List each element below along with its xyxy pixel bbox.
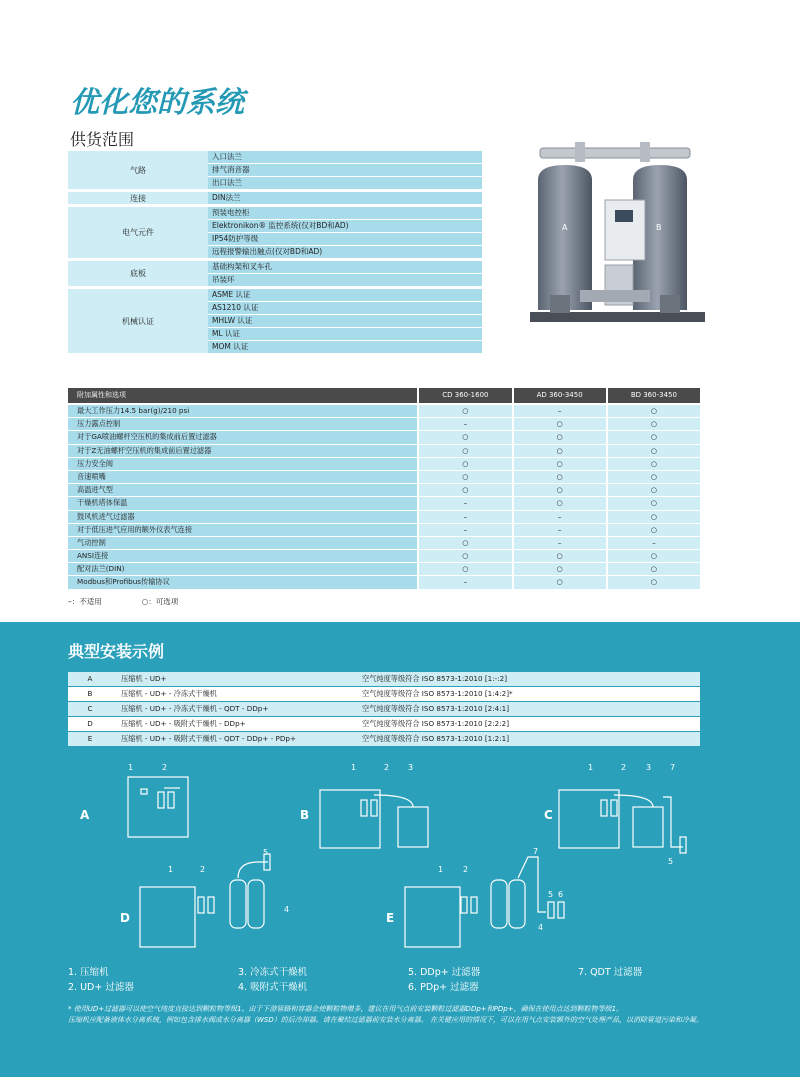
install-letter-cell: D (87, 719, 93, 728)
option-availability-cell: ○ (606, 524, 700, 536)
scope-item: ASME 认证 (208, 289, 482, 302)
option-name-cell: 对于Z无油螺杆空压机的集成前后置过滤器 (68, 445, 417, 457)
component-1: 1. 压缩机 (68, 967, 109, 978)
table-row (68, 702, 700, 717)
option-availability-cell: ○ (606, 458, 700, 470)
table-row (68, 431, 700, 444)
tank-b-label: B (656, 223, 662, 232)
table-row (68, 445, 700, 458)
diagram-c-num7: 7 (670, 763, 676, 772)
diagram-c-num3: 3 (646, 763, 652, 772)
table-row (68, 537, 700, 550)
scope-group (68, 192, 482, 207)
scope-group-label: 底板 (68, 261, 208, 286)
page-title: 优化您的系统 (70, 85, 245, 119)
option-availability-cell: ○ (606, 563, 700, 575)
diagram-a-label: A (80, 808, 90, 822)
table-row (68, 717, 700, 732)
table-row (68, 471, 700, 484)
option-availability-cell: ○ (417, 445, 511, 457)
option-availability-cell: ○ (417, 471, 511, 483)
scope-item: ML 认证 (208, 328, 482, 341)
scope-group (68, 151, 482, 192)
option-availability-cell: ○ (606, 405, 700, 417)
option-availability-cell: ○ (417, 431, 511, 443)
install-letter-cell: B (87, 689, 93, 698)
diagram-e-num2: 2 (463, 865, 469, 874)
install-letter-cell: A (87, 674, 93, 683)
scope-item: 远程报警输出触点(仅对BD和AD) (212, 247, 323, 256)
option-name-cell: 对于低压进气应用的额外仪表气连接 (68, 524, 417, 536)
option-name-cell: 干燥机塔体保温 (68, 497, 417, 509)
option-availability-cell: ○ (512, 563, 606, 575)
component-4: 4. 吸附式干燥机 (238, 982, 308, 993)
diagram-e-num6: 6 (558, 890, 564, 899)
option-availability-cell: ○ (417, 458, 511, 470)
option-availability-cell: ○ (512, 458, 606, 470)
table-row (68, 687, 700, 702)
install-purity-cell: 空气纯度等级符合 ISO 8573-1:2010 [2:4:1] (362, 704, 510, 713)
diagram-e-num1: 1 (438, 865, 444, 874)
scope-group (68, 207, 482, 261)
scope-item: MHLW 认证 (208, 315, 482, 328)
option-availability-cell: ○ (417, 550, 511, 562)
scope-item: 吊装环 (212, 275, 235, 284)
diagram-c-num5: 5 (668, 857, 674, 866)
option-availability-cell: ○ (512, 471, 606, 483)
install-purity-cell: 空气纯度等级符合 ISO 8573-1:2010 [1:2:1] (362, 734, 510, 743)
scope-item: 出口法兰 (212, 178, 242, 187)
table-row (68, 484, 700, 497)
diagram-d-num1: 1 (168, 865, 174, 874)
option-availability-cell: ○ (417, 537, 511, 549)
legend-not-applicable: –：不适用 (68, 597, 102, 606)
scope-item: IP54防护等级 (208, 233, 482, 246)
option-name-cell: 高温进气型 (68, 484, 417, 496)
option-availability-cell: – (417, 418, 511, 430)
install-config-cell: 压缩机 - UD+ - 冷冻式干燥机 - QDT - DDp+ (121, 704, 269, 713)
diagram-b-num1: 1 (351, 763, 357, 772)
table-row (68, 418, 700, 431)
option-name-cell: Modbus和Profibus传输协议 (68, 576, 417, 588)
options-header-row (68, 388, 700, 405)
diagram-a-num2: 2 (162, 763, 168, 772)
options-header-cell: CD 360-1600 (417, 388, 511, 403)
option-availability-cell: ○ (512, 576, 606, 588)
option-availability-cell: ○ (512, 445, 606, 457)
legend-optional: ○：可选项 (141, 597, 179, 606)
install-config-cell: 压缩机 - UD+ - 吸附式干燥机 - QDT - DDp+ - PDp+ (121, 734, 297, 743)
option-availability-cell: ○ (606, 418, 700, 430)
table-row (68, 511, 700, 524)
install-config-cell: 压缩机 - UD+ - 冷冻式干燥机 (121, 689, 217, 698)
install-purity-cell: 空气纯度等级符合 ISO 8573-1:2010 [1:-:2] (362, 674, 508, 683)
option-name-cell: 配对法兰(DIN) (68, 563, 417, 575)
scope-item: 排气消音器 (208, 164, 482, 177)
option-name-cell: 鼓风机进气过滤器 (68, 511, 417, 523)
scope-table (68, 151, 482, 356)
diagram-b-num2: 2 (384, 763, 390, 772)
option-availability-cell: ○ (606, 484, 700, 496)
installation-title: 典型安装示例 (68, 642, 165, 661)
component-6: 6. PDp+ 过滤器 (408, 982, 479, 993)
diagram-d-num2: 2 (200, 865, 206, 874)
table-row (68, 563, 700, 576)
component-7: 7. QDT 过滤器 (578, 967, 643, 978)
options-header-cell: BD 360-3450 (606, 388, 700, 403)
install-letter-cell: E (87, 734, 93, 743)
scope-group-label: 连接 (68, 192, 208, 204)
dryer-illustration (520, 140, 715, 350)
options-header-cell: AD 360-3450 (512, 388, 606, 403)
scope-item: AS1210 认证 (208, 302, 482, 315)
install-purity-cell: 空气纯度等级符合 ISO 8573-1:2010 [2:2:2] (362, 719, 510, 728)
option-availability-cell: ○ (606, 511, 700, 523)
scope-group-label: 机械认证 (68, 289, 208, 353)
scope-item: Elektronikon® 监控系统(仅对BD和AD) (208, 220, 482, 233)
scope-group-label: 气路 (68, 151, 208, 189)
diagram-e-num4: 4 (538, 923, 544, 932)
option-availability-cell: – (417, 576, 511, 588)
table-row (68, 672, 700, 687)
diagram-c-label: C (544, 808, 553, 822)
component-2: 2. UD+ 过滤器 (68, 982, 134, 993)
table-row (68, 524, 700, 537)
diagram-e-label: E (386, 911, 395, 925)
install-config-cell: 压缩机 - UD+ - 吸附式干燥机 - DDp+ (121, 719, 246, 728)
diagram-e-num5: 5 (548, 890, 554, 899)
table-row (68, 732, 700, 747)
option-availability-cell: ○ (606, 576, 700, 588)
table-row (68, 497, 700, 510)
diagram-d-label: D (120, 911, 130, 925)
option-availability-cell: ○ (512, 484, 606, 496)
option-name-cell: 气动控制 (68, 537, 417, 549)
table-row (68, 550, 700, 563)
installation-table (68, 672, 700, 747)
options-header-cell: 附加属性和选项 (77, 391, 126, 399)
diagram-a-num1: 1 (128, 763, 134, 772)
option-name-cell: 对于GA喷油螺杆空压机的集成前后置过滤器 (68, 431, 417, 443)
footnote-1: * 使用UD+过滤器可以使空气纯度直接达到颗粒物等级1。由于下游管路和容器会使颗粒物增多，建议在用气点前安装颗粒过滤器DDp+和PDp+，确保在使用点达到颗粒物等级1。 (68, 1005, 624, 1013)
option-availability-cell: ○ (512, 418, 606, 430)
tank-a-label: A (562, 223, 568, 232)
scope-item: 入口法兰 (208, 151, 482, 164)
footnote-2: 压缩机应配备液体水分离系统，例如包含排水阀或水分离器（WSD）的后冷却器。请在聚结过滤器前安装水分离器。 在关键应用的情况下，可以在用气点安装额外的空气处理产品，以消除管道污染和冷凝。 (68, 1016, 703, 1024)
scope-group (68, 261, 482, 289)
option-availability-cell: ○ (606, 550, 700, 562)
option-availability-cell: – (512, 524, 606, 536)
option-name-cell: 最大工作压力14.5 bar(g)/210 psi (68, 405, 417, 417)
option-availability-cell: ○ (512, 431, 606, 443)
option-name-cell: 音速喷嘴 (68, 471, 417, 483)
scope-subtitle: 供货范围 (70, 130, 135, 149)
install-config-cell: 压缩机 - UD+ (121, 674, 167, 683)
options-legend (68, 596, 178, 607)
diagram-d-num4: 4 (284, 905, 290, 914)
install-letter-cell: C (87, 704, 93, 713)
table-row (68, 576, 700, 589)
option-availability-cell: ○ (606, 497, 700, 509)
option-availability-cell: – (512, 405, 606, 417)
option-availability-cell: ○ (417, 405, 511, 417)
diagram-d-num5: 5 (263, 848, 269, 857)
scope-group-label: 电气元件 (68, 207, 208, 258)
option-name-cell: ANSI连接 (68, 550, 417, 562)
option-availability-cell: ○ (512, 550, 606, 562)
component-5: 5. DDp+ 过滤器 (408, 967, 481, 978)
table-row (68, 458, 700, 471)
scope-item: 基础构架和叉车孔 (208, 261, 482, 274)
footnotes (68, 1004, 738, 1026)
scope-item: DIN法兰 (212, 193, 241, 202)
option-name-cell: 压力安全阀 (68, 458, 417, 470)
scope-item: 预装电控柜 (208, 207, 482, 220)
option-availability-cell: ○ (417, 484, 511, 496)
option-availability-cell: ○ (417, 563, 511, 575)
diagram-e-num7: 7 (533, 847, 539, 856)
scope-group (68, 289, 482, 356)
option-availability-cell: – (512, 537, 606, 549)
diagram-c-num1: 1 (588, 763, 594, 772)
option-availability-cell: – (606, 537, 700, 549)
installation-diagrams (68, 752, 708, 962)
option-availability-cell: – (512, 511, 606, 523)
option-availability-cell: – (417, 511, 511, 523)
diagram-b-label: B (300, 808, 310, 822)
option-availability-cell: – (417, 524, 511, 536)
component-3: 3. 冷冻式干燥机 (238, 967, 308, 978)
option-name-cell: 压力露点控制 (68, 418, 417, 430)
install-purity-cell: 空气纯度等级符合 ISO 8573-1:2010 [1:4:2]* (362, 689, 513, 698)
diagram-c-num2: 2 (621, 763, 627, 772)
diagram-b-num3: 3 (408, 763, 414, 772)
option-availability-cell: – (417, 497, 511, 509)
option-availability-cell: ○ (606, 471, 700, 483)
scope-item: MOM 认证 (212, 342, 249, 351)
option-availability-cell: ○ (606, 445, 700, 457)
table-row (68, 405, 700, 418)
option-availability-cell: ○ (606, 431, 700, 443)
options-table (68, 388, 700, 590)
option-availability-cell: ○ (512, 497, 606, 509)
